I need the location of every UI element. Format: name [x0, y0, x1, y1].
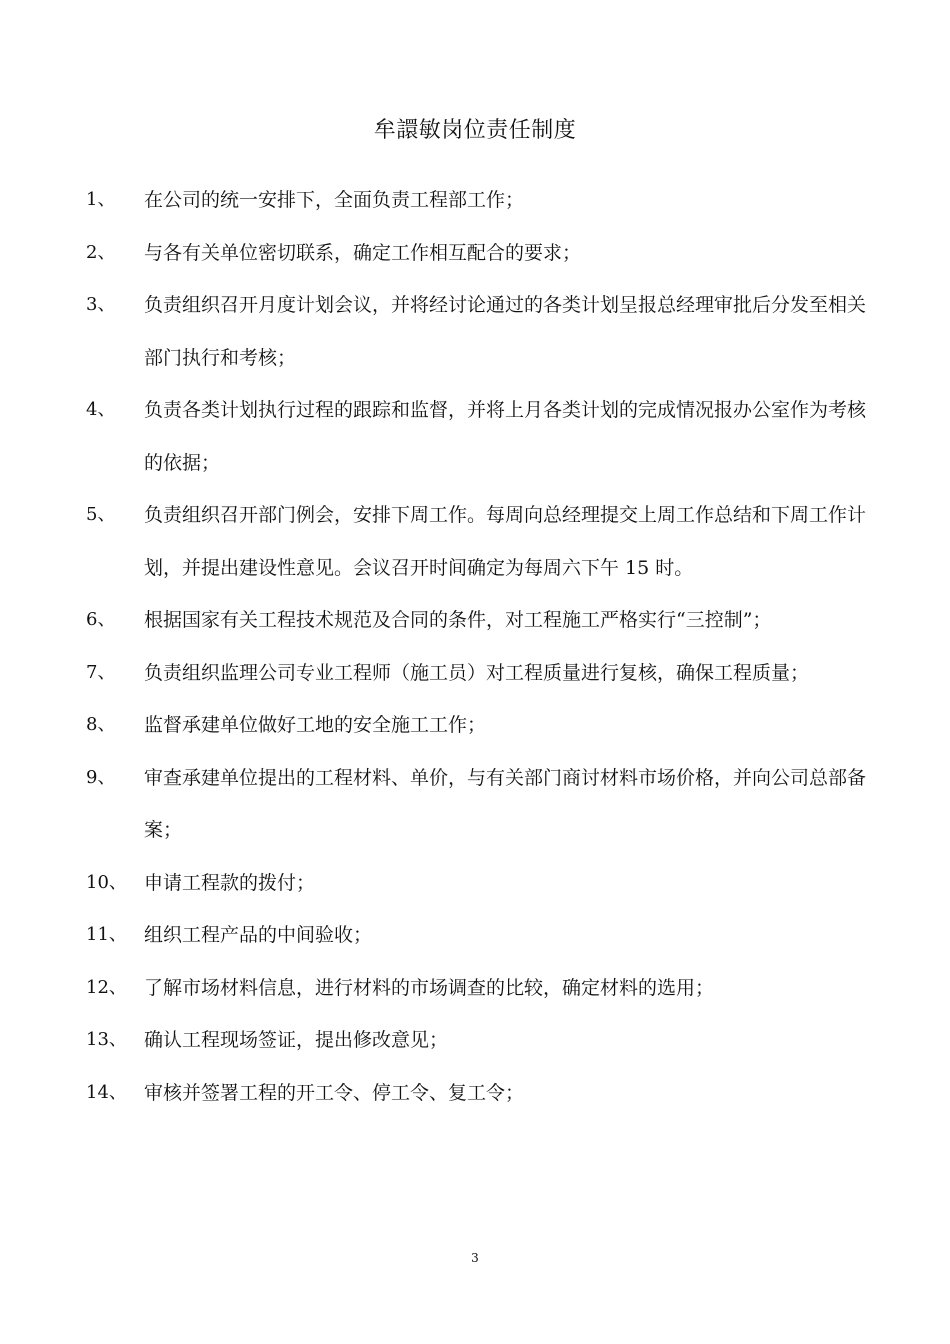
item-number: 2、 [86, 241, 116, 263]
item-number: 12、 [86, 976, 127, 998]
list-item [0, 1014, 950, 1067]
item-number: 1、 [86, 189, 116, 210]
item-text: 审查承建单位提出的工程材料、单价，与有关部门商讨材料市场价格，并向公司总部备案； [144, 766, 867, 841]
item-text: 组织工程产品的中间验收； [144, 924, 373, 946]
page-number: 3 [471, 1251, 479, 1265]
list-item [0, 909, 950, 962]
list-item [0, 857, 950, 910]
item-number: 8、 [86, 714, 116, 735]
item-number: 11、 [86, 924, 127, 945]
item-number: 14、 [86, 1081, 127, 1103]
item-number: 7、 [86, 661, 116, 683]
list-item [0, 489, 950, 594]
item-number: 3、 [86, 294, 116, 315]
item-text: 监督承建单位做好工地的安全施工工作； [144, 714, 487, 736]
item-text: 申请工程款的拨付； [144, 871, 316, 894]
item-text: 审核并签署工程的开工令、停工令、复工令； [144, 1081, 525, 1104]
item-number: 5、 [86, 504, 116, 525]
list-item [0, 962, 950, 1015]
list-item [0, 1067, 950, 1120]
responsibility-list [0, 174, 950, 1119]
item-number: 6、 [86, 609, 116, 630]
list-item [0, 279, 950, 384]
item-number: 13、 [86, 1029, 127, 1050]
item-text: 与各有关单位密切联系，确定工作相互配合的要求； [144, 241, 582, 264]
item-text: 在公司的统一安排下，全面负责工程部工作； [144, 189, 525, 211]
item-text: 确认工程现场签证，提出修改意见； [144, 1029, 449, 1051]
list-item [0, 594, 950, 647]
item-text: 根据国家有关工程技术规范及合同的条件，对工程施工严格实行“三控制”； [144, 609, 772, 631]
list-item [0, 384, 950, 489]
document-title: 牟譞敏岗位责任制度 [373, 118, 577, 143]
item-text: 了解市场材料信息，进行材料的市场调查的比较，确定材料的选用； [144, 976, 715, 999]
item-text: 负责组织召开部门例会，安排下周工作。每周向总经理提交上周工作总结和下周工作计划，并提出建设性意见。会议召开时间确定为每周六下午 15 时。 [144, 504, 867, 579]
item-text: 负责组织召开月度计划会议，并将经讨论通过的各类计划呈报总经理审批后分发至相关部门执行和考核； [144, 294, 867, 369]
list-item [0, 647, 950, 700]
item-number: 10、 [86, 871, 127, 893]
item-text: 负责各类计划执行过程的跟踪和监督，并将上月各类计划的完成情况报办公室作为考核的依据； [144, 399, 867, 474]
item-number: 9、 [86, 766, 116, 788]
list-item [0, 699, 950, 752]
list-item [0, 174, 950, 227]
item-text: 负责组织监理公司专业工程师（施工员）对工程质量进行复核，确保工程质量； [144, 661, 810, 684]
list-item [0, 227, 950, 280]
list-item [0, 752, 950, 857]
item-number: 4、 [86, 399, 116, 420]
